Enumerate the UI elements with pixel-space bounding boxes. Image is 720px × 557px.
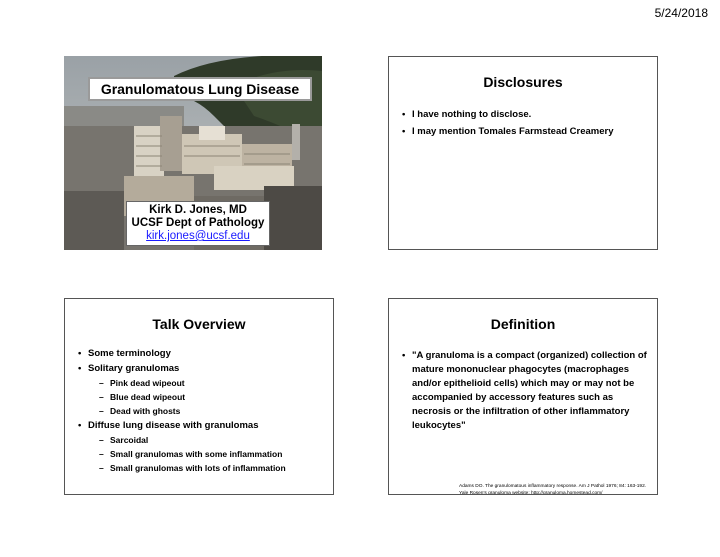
list-item: • I have nothing to disclose.: [401, 109, 651, 120]
slide-definition: [388, 298, 658, 495]
list-item: • I may mention Tomales Farmstead Creamery: [401, 126, 651, 137]
author-email-link[interactable]: kirk.jones@ucsf.edu: [146, 230, 250, 242]
author-box: [126, 201, 270, 246]
list-subitem: – Sarcoidal: [77, 435, 329, 445]
list-subitem: – Pink dead wipeout: [77, 378, 329, 388]
list-subitem: – Small granulomas with some inflammation: [77, 449, 329, 459]
list-item: • Diffuse lung disease with granulomas: [77, 420, 329, 431]
slide-disclosures: [388, 56, 658, 250]
slide-title-definition: Definition: [490, 316, 556, 332]
list-item: • Some terminology: [77, 348, 329, 359]
reference-1: Adams DO. The granulomatous inflammatory response. Am J Pathol 1976; 84: 163-192.: [459, 484, 647, 489]
list-item: • Solitary granulomas: [77, 363, 329, 374]
author-dept: UCSF Dept of Pathology: [131, 217, 265, 229]
disclosures-list: [401, 109, 651, 141]
definition-list: [401, 349, 649, 437]
list-subitem: – Small granulomas with lots of inflammation: [77, 463, 329, 473]
slide-title-disclosures: Disclosures: [483, 74, 563, 90]
list-subitem: – Dead with ghosts: [77, 406, 329, 416]
definition-text: • "A granuloma is a compact (organized) collection of mature mononuclear phagocytes (macrophages and/or epithelioid cells) which may or may not be accompanied by accessory features such as necrosis or the infiltration of other inflammatory leukocytes": [401, 349, 649, 433]
slide-title-overview: Talk Overview: [152, 316, 246, 332]
references: [459, 483, 646, 495]
page-date: 5/24/2018: [654, 6, 708, 20]
slide-title: [64, 56, 322, 250]
list-subitem: – Blue dead wipeout: [77, 392, 329, 402]
slide-talk-overview: [64, 298, 334, 495]
author-name: Kirk D. Jones, MD: [149, 204, 247, 216]
overview-list: [77, 348, 329, 477]
reference-2: Yale Rosen's granuloma website: http://granuloma.homestead.com/: [459, 491, 603, 495]
presentation-title: Granulomatous Lung Disease: [88, 77, 312, 101]
